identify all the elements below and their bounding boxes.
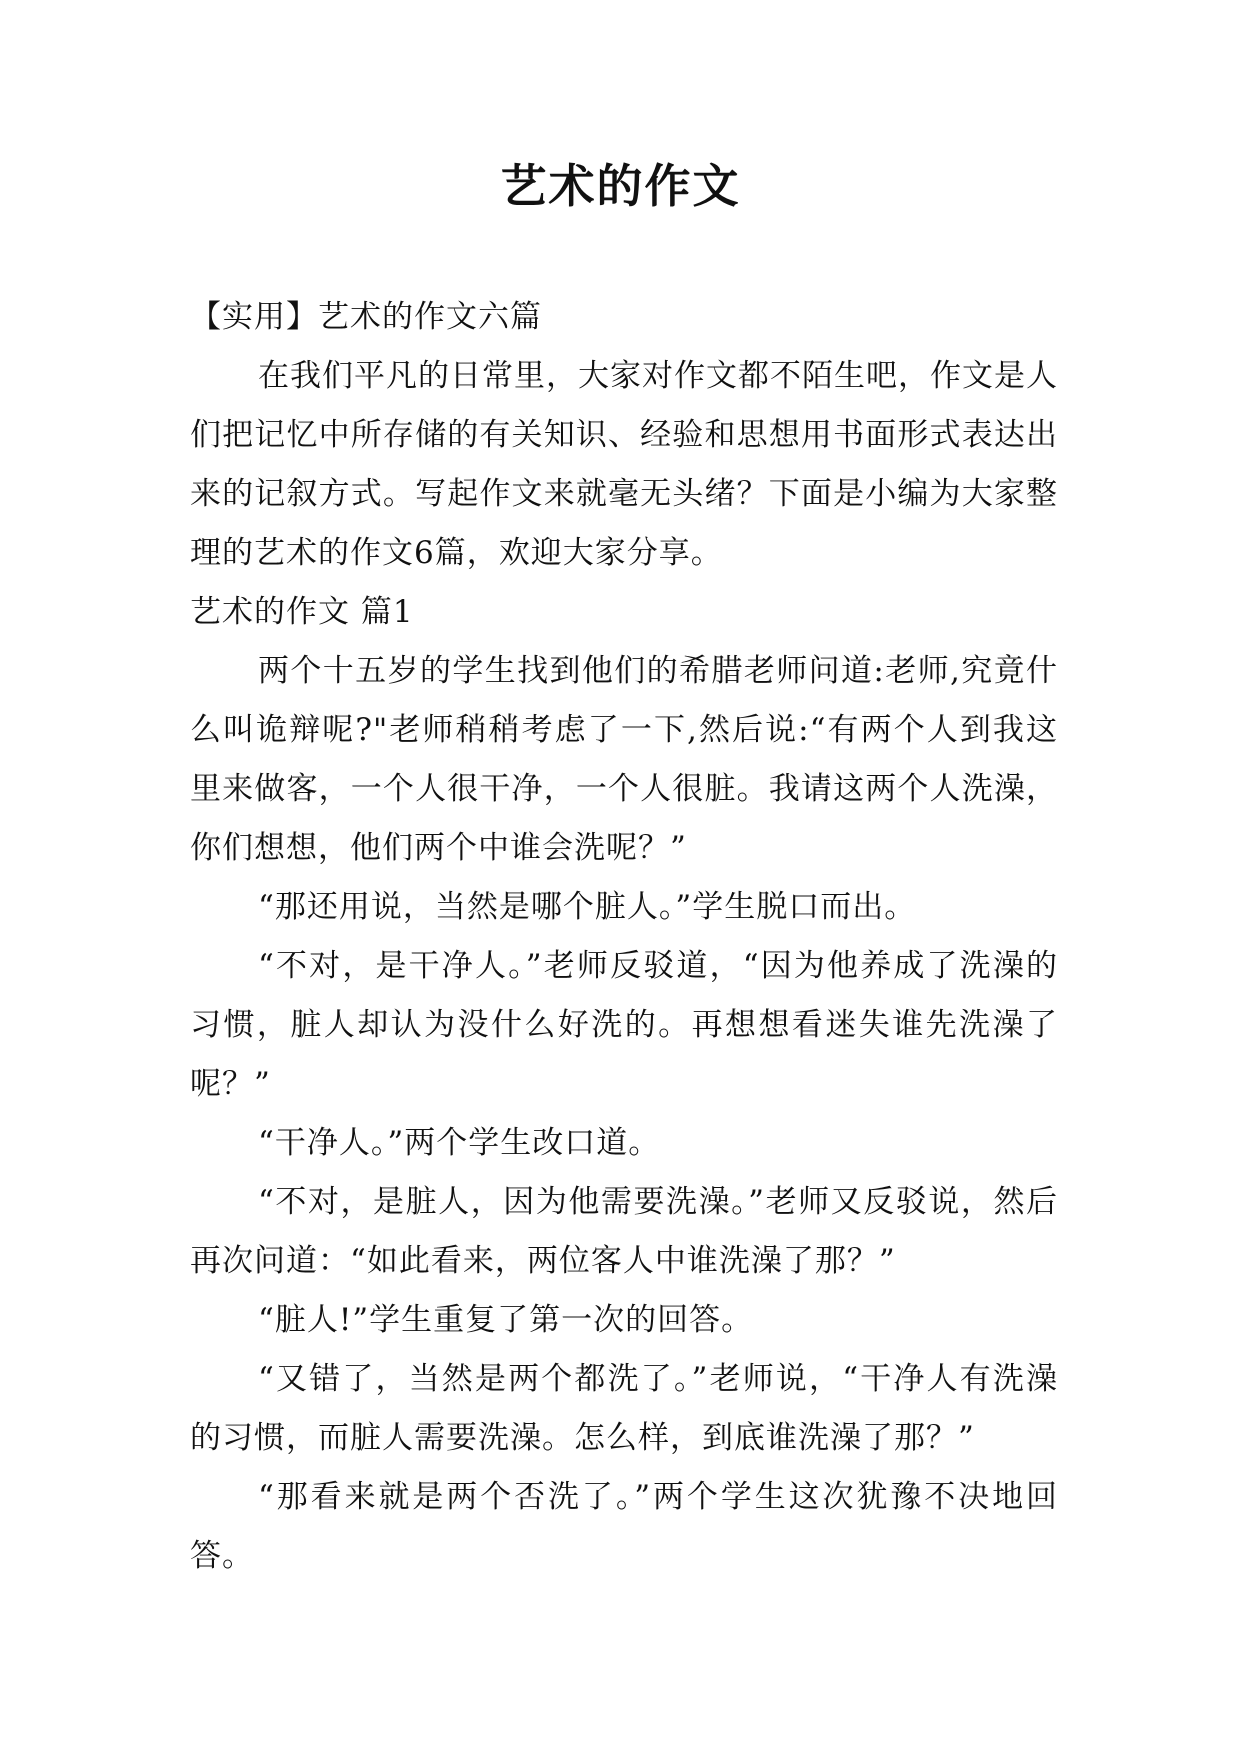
paragraph-6: “脏人!”学生重复了第一次的回答。 <box>258 1302 754 1338</box>
intro-paragraph: 在我们平凡的日常里，大家对作文都不陌生吧，作文是人们把记忆中所存储的有关知识、经验和思想用书面形式表达出来的记叙方式。写起作文来就毫无头绪？下面是小编为大家整理的艺术的作文6篇，欢迎大家分享。 <box>190 358 1058 571</box>
paragraph-5: “不对，是脏人，因为他需要洗澡。”老师又反驳说，然后再次问道：“如此看来，两位客人中谁洗澡了那？” <box>190 1184 1058 1279</box>
document-body <box>190 288 1058 1586</box>
paragraph-8: “那看来就是两个否洗了。”两个学生这次犹豫不决地回答。 <box>190 1479 1058 1574</box>
document-title: 艺术的作文 <box>500 159 741 213</box>
paragraph-1: 两个十五岁的学生找到他们的希腊老师问道:老师,究竟什么叫诡辩呢?"老师稍稍考虑了一下,然后说:“有两个人到我这里来做客，一个人很干净，一个人很脏。我请这两个人洗澡，你们想想，他们两个中谁会洗呢？” <box>190 653 1058 866</box>
paragraph-4: “干净人。”两个学生改口道。 <box>258 1125 661 1161</box>
paragraph-3: “不对，是干净人。”老师反驳道，“因为他养成了洗澡的习惯，脏人却认为没什么好洗的。再想想看迷失谁先洗澡了呢？” <box>190 948 1058 1102</box>
section-heading: 艺术的作文 篇1 <box>190 594 414 630</box>
document-subtitle: 【实用】艺术的作文六篇 <box>190 299 542 335</box>
paragraph-7: “又错了，当然是两个都洗了。”老师说，“干净人有洗澡的习惯，而脏人需要洗澡。怎么样，到底谁洗澡了那？” <box>190 1361 1058 1456</box>
paragraph-2: “那还用说，当然是哪个脏人。”学生脱口而出。 <box>258 889 917 925</box>
